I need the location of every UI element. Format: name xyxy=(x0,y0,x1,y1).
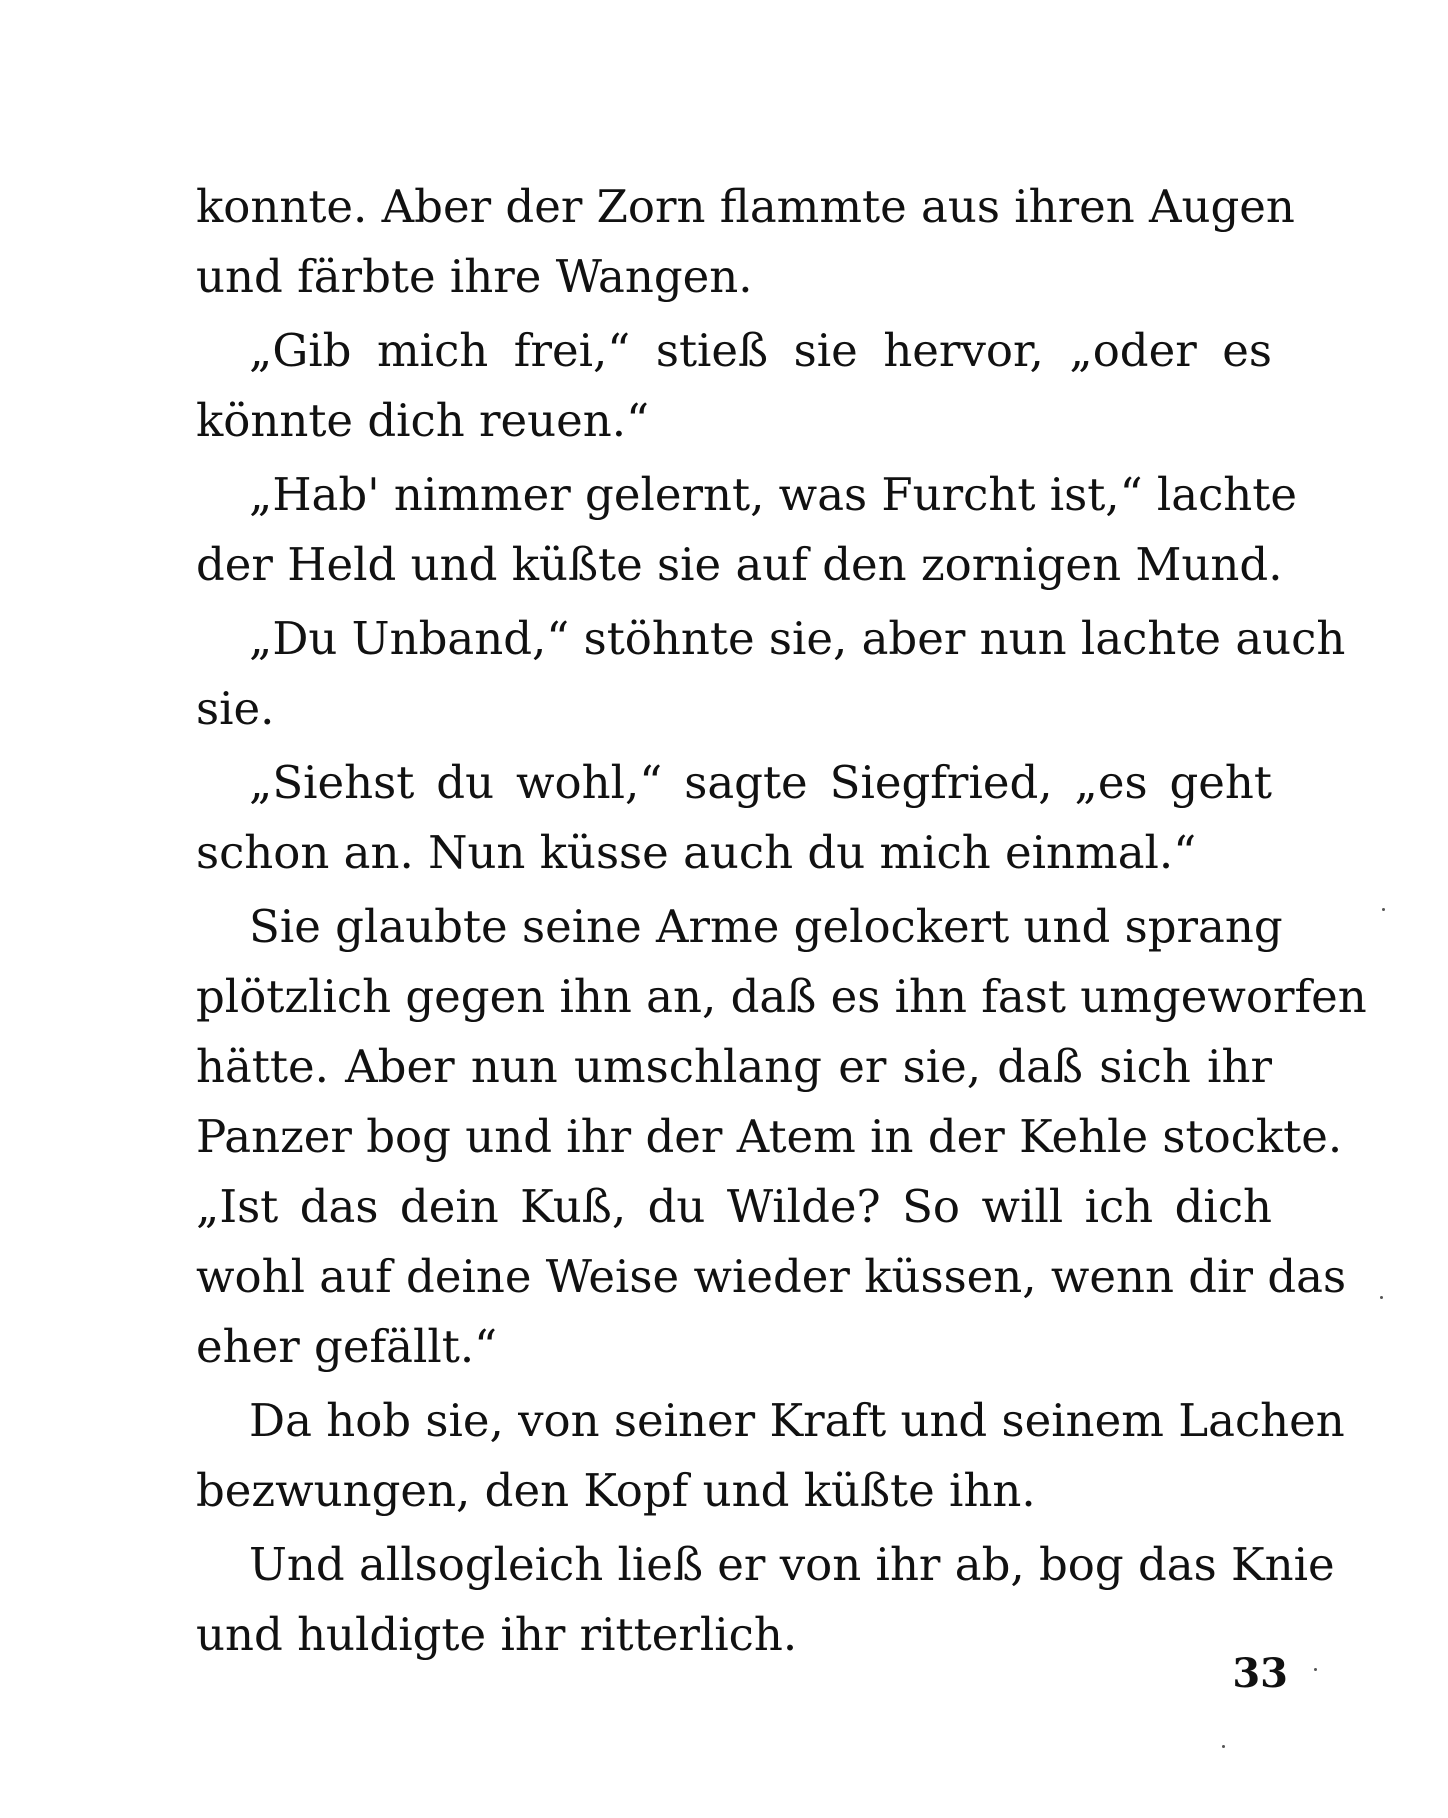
text-line: „Ist das dein Kuß, du Wilde? So will ich dich xyxy=(196,1180,1272,1233)
print-speck xyxy=(1314,1668,1317,1671)
text-line: eher gefällt.“ xyxy=(196,1320,498,1373)
text-line: und färbte ihre Wangen. xyxy=(196,250,753,303)
text-line: „Siehst du wohl,“ sagte Siegfried, „es geht xyxy=(249,756,1272,809)
text-line: bezwungen, den Kopf und küßte ihn. xyxy=(196,1464,1036,1517)
text-line: der Held und küßte sie auf den zornigen Mund. xyxy=(196,538,1283,591)
print-speck xyxy=(1382,908,1385,911)
text-line: Da hob sie, von seiner Kraft und seinem Lachen xyxy=(249,1394,1345,1447)
text-line: „Hab' nimmer gelernt, was Furcht ist,“ lachte xyxy=(249,468,1298,521)
print-speck xyxy=(1380,1296,1383,1299)
paragraph xyxy=(196,604,1346,744)
text-line: sie. xyxy=(196,682,275,735)
paragraph xyxy=(196,316,1272,456)
text-line: Panzer bog und ihr der Atem in der Kehle stockte. xyxy=(196,1110,1343,1163)
text-line: hätte. Aber nun umschlang er sie, daß sich ihr xyxy=(196,1040,1272,1093)
text-line: konnte. Aber der Zorn flammte aus ihren Augen xyxy=(196,180,1295,233)
text-line: Sie glaubte seine Arme gelockert und sprang xyxy=(249,900,1283,953)
text-line: plötzlich gegen ihn an, daß es ihn fast umgeworfen xyxy=(196,970,1367,1023)
text-line: „Gib mich frei,“ stieß sie hervor, „oder es xyxy=(249,324,1272,377)
paragraph xyxy=(196,748,1272,888)
text-line: „Du Unband,“ stöhnte sie, aber nun lachte auch xyxy=(249,612,1346,665)
text-line: könnte dich reuen.“ xyxy=(196,394,650,447)
text-line: schon an. Nun küsse auch du mich einmal.“ xyxy=(196,826,1197,879)
paragraph xyxy=(196,892,1367,1382)
text-line: wohl auf deine Weise wieder küssen, wenn dir das xyxy=(196,1250,1347,1303)
print-speck xyxy=(1222,1745,1225,1748)
text-line: Und allsogleich ließ er von ihr ab, bog das Knie xyxy=(249,1538,1335,1591)
paragraph xyxy=(196,460,1298,600)
page-number: 33 xyxy=(1232,1650,1288,1697)
paragraph xyxy=(196,1530,1335,1670)
text-line: und huldigte ihr ritterlich. xyxy=(196,1608,798,1661)
paragraph xyxy=(196,172,1295,312)
paragraph xyxy=(196,1386,1345,1526)
body-text xyxy=(196,172,1367,1670)
